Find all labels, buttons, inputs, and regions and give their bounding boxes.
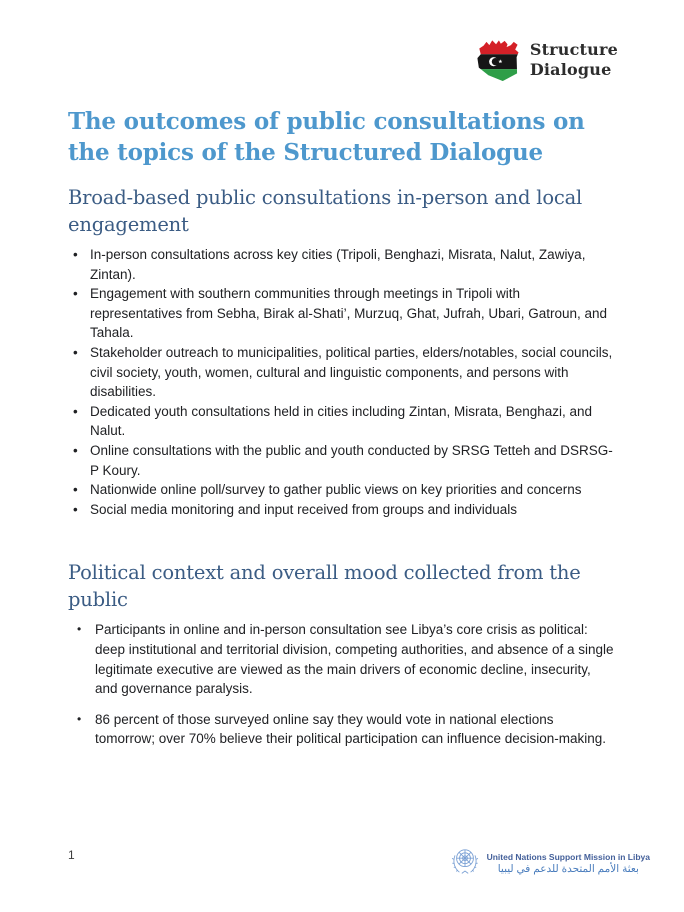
mission-name-block bbox=[487, 852, 650, 876]
page-title-line1: The outcomes of public consultations on bbox=[68, 108, 585, 135]
section1-heading-line1: Broad-based public consultations in-person and local bbox=[68, 186, 583, 209]
political-context-bullet-list bbox=[68, 620, 616, 749]
mission-name-english: United Nations Support Mission in Libya bbox=[486, 851, 650, 862]
bullet-item: • Social media monitoring and input received from groups and individuals bbox=[68, 500, 616, 520]
page-title bbox=[68, 0, 616, 168]
section1-heading-line2: engagement bbox=[68, 213, 189, 236]
bullet-item: • Stakeholder outreach to municipalities, political parties, elders/notables, social councils, civil society, youth, women, cultural and linguistic components, and persons with disabilities. bbox=[68, 343, 616, 402]
logo-word-structure: Structure bbox=[529, 40, 618, 59]
bullet-item: • Online consultations with the public and youth conducted by SRSG Tetteh and DSRSG-P Koury. bbox=[68, 441, 616, 480]
section-heading-political-context: Political context and overall mood collected from the public bbox=[68, 561, 581, 612]
page-title-line2: the topics of the Structured Dialogue bbox=[68, 139, 543, 166]
page-number: 1 bbox=[68, 848, 75, 862]
bullet-item: • Nationwide online poll/survey to gather public views on key priorities and concerns bbox=[68, 480, 616, 500]
bullet-item: • Participants in online and in-person consultation see Libya’s core crisis as political: deep institutional and territorial division, competing authorities, and absence of a single legitimate executive are viewed as the main drivers of economic decline, insecurity, and governance paralysis. bbox=[68, 620, 616, 698]
bullet-item: • In-person consultations across key cities (Tripoli, Benghazi, Misrata, Nalut, Zawiya, Zintan). bbox=[68, 245, 616, 284]
bullet-item: • Dedicated youth consultations held in cities including Zintan, Misrata, Benghazi, and Nalut. bbox=[68, 402, 616, 441]
bullet-item: • Engagement with southern communities through meetings in Tripoli with representatives from Sebha, Birak al-Shati’, Murzuq, Ghat, Jufrah, Ubari, Gatroun, and Tahala. bbox=[68, 284, 616, 343]
logo-word-dialogue: Dialogue bbox=[529, 60, 612, 79]
unsmil-footer-logo bbox=[449, 845, 650, 882]
mission-name-arabic: بعثة الأمم المتحدة للدعم في ليبيا bbox=[497, 862, 639, 875]
bullet-item: • 86 percent of those surveyed online say they would vote in national elections tomorrow; over 70% believe their political participation can influence decision-making. bbox=[68, 710, 616, 749]
section-heading-consultations bbox=[68, 184, 616, 238]
un-emblem-icon bbox=[449, 845, 481, 882]
consultations-bullet-list bbox=[68, 245, 616, 519]
